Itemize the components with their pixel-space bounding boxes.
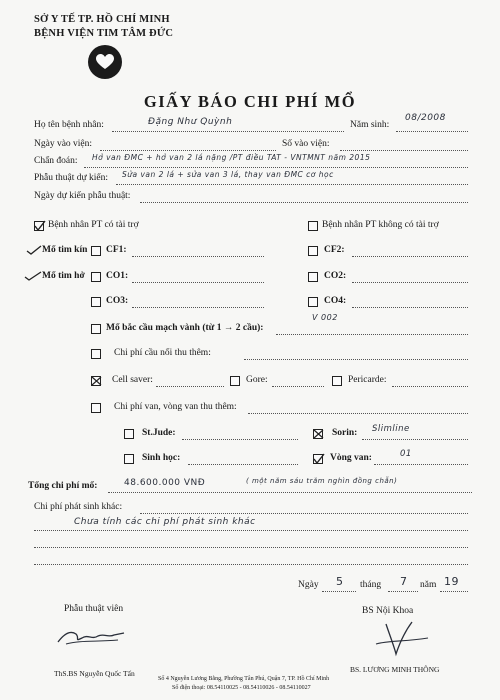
- admission-date-label: Ngày vào viện:: [34, 139, 93, 149]
- not-sponsored-checkbox[interactable]: [308, 221, 318, 231]
- planned-surgery-line: [116, 184, 468, 185]
- cabg-checkbox[interactable]: [91, 324, 101, 334]
- st-jude-label: St.Jude:: [142, 428, 176, 438]
- pericarde-checkbox[interactable]: [332, 376, 342, 386]
- surgeon-title: Phẫu thuật viên: [64, 604, 124, 614]
- date-year-label: năm: [420, 580, 437, 590]
- extra-bypass-label: Chi phí cầu nối thu thêm:: [114, 348, 211, 358]
- date-day-label: Ngày: [298, 580, 319, 590]
- document-title: GIẤY BÁO CHI PHÍ MỔ: [143, 92, 357, 111]
- cf1-label: CF1:: [106, 245, 127, 255]
- extra-bypass-checkbox[interactable]: [91, 349, 101, 359]
- total-amount-note: ( một năm sáu trăm nghìn đồng chẵn): [246, 477, 398, 485]
- gore-checkbox[interactable]: [230, 376, 240, 386]
- valve-cost-line: [248, 413, 468, 414]
- patient-name-label: Họ tên bệnh nhân:: [34, 120, 104, 130]
- birth-year-label: Năm sinh:: [350, 120, 390, 130]
- footer-phone: Số điện thoại: 08.54110025 - 08.54110026 - 08.54110027: [172, 685, 311, 691]
- extra-costs-line-4: [34, 564, 468, 565]
- cf1-line: [132, 256, 264, 257]
- file-number-label: Số vào viện:: [282, 139, 330, 149]
- co4-note: V 002: [312, 313, 338, 322]
- planned-date-label: Ngày dự kiến phẫu thuật:: [34, 191, 131, 201]
- surgeon-signature-icon: [56, 624, 126, 648]
- not-sponsored-label: Bệnh nhân PT không có tài trợ: [322, 220, 439, 230]
- checkmark-open-heart-icon: [24, 271, 42, 281]
- gore-label: Gore:: [246, 375, 268, 385]
- co1-line: [132, 282, 264, 283]
- doctor-title: BS Nội Khoa: [362, 606, 414, 616]
- birth-year-value: 08/2008: [405, 113, 446, 123]
- cell-saver-checkbox[interactable]: [91, 376, 101, 386]
- total-label: Tổng chi phí mổ:: [28, 481, 98, 491]
- sorin-line: [362, 439, 468, 440]
- co3-line: [132, 307, 264, 308]
- ring-label: Vòng van:: [330, 453, 372, 463]
- date-month-label: tháng: [360, 580, 382, 590]
- hospital-name: BỆNH VIỆN TIM TÂM ĐỨC: [34, 28, 174, 39]
- extra-bypass-line: [244, 359, 468, 360]
- sponsored-label: Bệnh nhân PT có tài trợ: [48, 220, 139, 230]
- extra-costs-line-1: [140, 513, 468, 514]
- planned-date-line: [140, 202, 468, 203]
- ring-checkbox[interactable]: [313, 454, 323, 464]
- pericarde-label: Pericarde:: [348, 375, 387, 385]
- co4-label: CO4:: [324, 296, 347, 306]
- date-year-line: [440, 591, 468, 592]
- co3-label: CO3:: [106, 296, 129, 306]
- closed-heart-label: Mổ tim kín: [42, 245, 88, 255]
- biologic-label: Sinh học:: [142, 453, 181, 463]
- co1-label: CO1:: [106, 271, 129, 281]
- birth-year-line: [396, 131, 468, 132]
- cabg-line: [276, 334, 468, 335]
- total-line: [108, 492, 472, 493]
- heart-logo-icon: [88, 45, 122, 79]
- st-jude-line: [182, 439, 298, 440]
- diagnosis-label: Chẩn đoán:: [34, 156, 78, 166]
- cabg-label: Mổ bắc cầu mạch vành (từ 1 → 2 cầu):: [106, 323, 264, 333]
- doctor-name: BS. LƯƠNG MINH THÔNG: [350, 665, 440, 674]
- valve-cost-label: Chi phí van, vòng van thu thêm:: [114, 402, 237, 412]
- sorin-label: Sorin:: [332, 428, 358, 438]
- file-number-line: [340, 150, 468, 151]
- co1-checkbox[interactable]: [91, 272, 101, 282]
- date-month-line: [388, 591, 418, 592]
- admission-date-line: [100, 150, 276, 151]
- sorin-value: Slimline: [372, 424, 410, 434]
- co4-checkbox[interactable]: [308, 297, 318, 307]
- diagnosis-value: Hở van ĐMC + hở van 2 lá nặng /PT điều TAT - VNTMNT năm 2015: [92, 153, 371, 162]
- co2-line: [352, 282, 468, 283]
- cf1-checkbox[interactable]: [91, 246, 101, 256]
- department-name: SỞ Y TẾ TP. HỒ CHÍ MINH: [34, 14, 170, 25]
- cf2-line: [352, 256, 468, 257]
- co4-line: [352, 307, 468, 308]
- footer-address: Số 4 Nguyễn Lương Bằng, Phường Tân Phú, Quận 7, TP. Hồ Chí Minh: [158, 676, 330, 682]
- ring-line: [374, 464, 468, 465]
- ring-value: 01: [400, 449, 412, 459]
- gore-line: [272, 386, 324, 387]
- patient-name-line: [112, 131, 344, 132]
- date-month-value: 7: [400, 575, 408, 588]
- biologic-line: [188, 464, 298, 465]
- total-amount: 48.600.000 VNĐ: [124, 478, 206, 488]
- extra-costs-value: Chưa tính các chi phí phát sinh khác: [74, 517, 256, 527]
- date-day-line: [322, 591, 356, 592]
- extra-costs-line-3: [34, 547, 468, 548]
- cell-saver-label: Cell saver:: [112, 375, 153, 385]
- checkmark-closed-heart-icon: [26, 245, 42, 255]
- biologic-checkbox[interactable]: [124, 454, 134, 464]
- date-year-value: 19: [444, 575, 459, 588]
- doctor-signature-icon: [372, 618, 432, 658]
- st-jude-checkbox[interactable]: [124, 429, 134, 439]
- co2-checkbox[interactable]: [308, 272, 318, 282]
- cf2-checkbox[interactable]: [308, 246, 318, 256]
- date-day-value: 5: [336, 575, 344, 588]
- valve-cost-checkbox[interactable]: [91, 403, 101, 413]
- co2-label: CO2:: [324, 271, 347, 281]
- patient-name-value: Đặng Như Quỳnh: [148, 117, 233, 127]
- sponsored-checkbox[interactable]: [34, 221, 44, 231]
- cf2-label: CF2:: [324, 245, 345, 255]
- open-heart-label: Mổ tim hở: [42, 271, 85, 281]
- cell-saver-line: [156, 386, 224, 387]
- planned-surgery-value: Sửa van 2 lá + sửa van 3 lá, thay van ĐMC cơ học: [122, 170, 334, 179]
- pericarde-line: [392, 386, 468, 387]
- extra-costs-label: Chi phí phát sinh khác:: [34, 502, 123, 512]
- diagnosis-line: [84, 167, 468, 168]
- surgeon-name: ThS.BS Nguyễn Quốc Tấn: [54, 669, 135, 678]
- planned-surgery-label: Phẫu thuật dự kiến:: [34, 173, 109, 183]
- co3-checkbox[interactable]: [91, 297, 101, 307]
- extra-costs-line-2: [34, 530, 468, 531]
- sorin-checkbox[interactable]: [313, 429, 323, 439]
